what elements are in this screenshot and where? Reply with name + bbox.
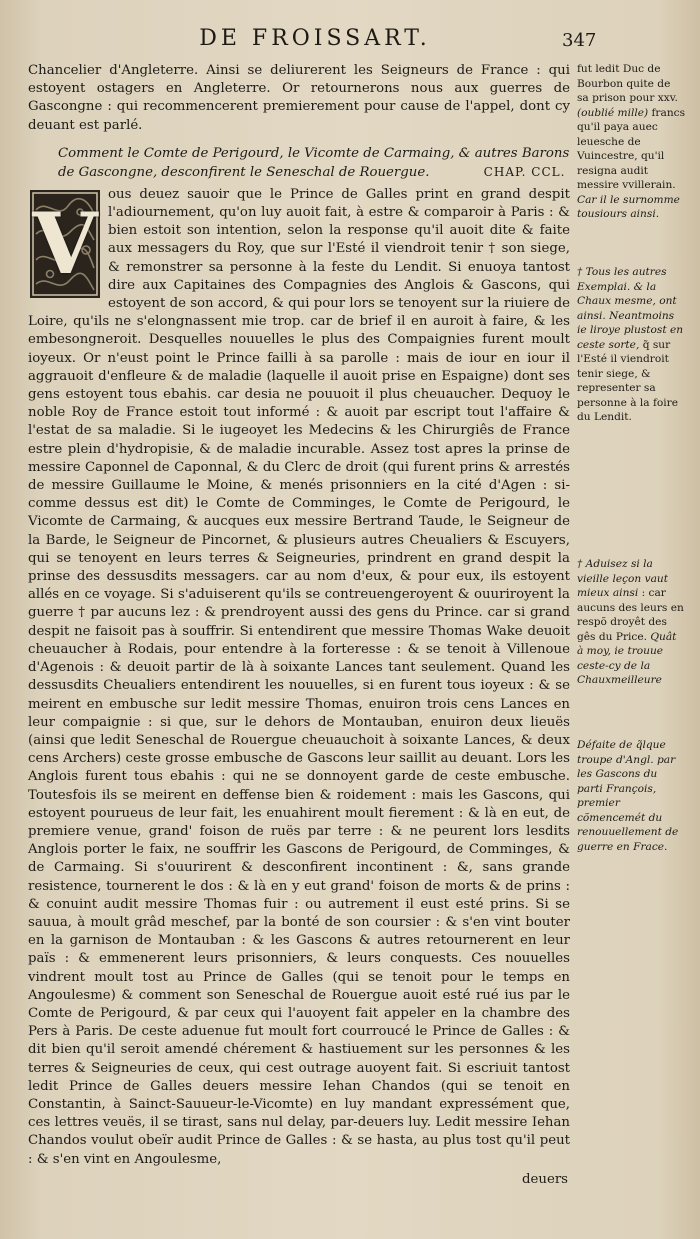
chapter-label: CHAP. CCL. [483, 164, 566, 179]
ornamental-dropcap [30, 190, 100, 298]
margin-note-lecon [577, 557, 685, 688]
chapter-heading [28, 145, 570, 182]
chapter-body-text: ous deuez sauoir que le Prince de Galles print en grand despit l'adiournement, qu'on luy auoit fait, à estre & comparoir à Paris : & bien estoit son intention, selon la response qu'il auoit dite & faite aux messagers du Roy, que sur l'Esté il viendroit tenir † son siege, & remonstrer sa personne à la feste du Lendit. Si enuoya tantost dire aux Capitaines des Compagnies des Anglois & Gascons, qui estoyent de son accord, & qui pour lors se tenoyent sur la riuiere de Loire, qu'ils ne s'elongnassent mie trop. car de brief il en auroit à faire, & les embesongneroit. Desquelles nouuelles le plus des Compaignies furent moult ioyeux. Or n'eust point le Prince failli à sa parolle : mais de iour en iour il aggrauoit d'enfleure & de maladie (laquelle il auoit prise en Espaigne) dont ses gens estoyent tous ebahis. car desia ne pouuoit il plus cheuaucher. Dequoy le noble Roy de France estoit tout informé : & auoit par escript tout l'affaire & l'estat de sa maladie. Si le iugeoyet les Medecins & les Chirurgiês de France estre plein d'hydropisie, & de maladie incurable. Assez tost apres la prinse de messire Caponnel de Caponnal, & du Clerc de droit (qui furent prins & arrestés de messire Guillaume le Moine, & menés prisonniers en la cité d'Agen : si-comme dessus est dit) le Comte de Comminges, le Comte de Perigourd, le Vicomte de Carmaing, & aucques eux messire Bertrand Taude, le Seigneur de la Barde, le Seigneur de Pincornet, & plusieurs autres Cheualiers & Escuyers, qui se tenoyent en leurs terres & Seigneuries, prindrent en grand despit la prinse des dessusdits messagers. car au nom d'eux, & pour eux, ils estoyent allés en ce voyage. Si s'aduiserent qu'ils se contreuengeroyent & ouuriroyent la guerre † par aucuns lez : & prendroyent aussi des gens du Prince. car si grand despit ne faisoit pas à souffrir. Si entendirent que messire Thomas Wake deuoit cheuaucher à Rodais, pour entendre à la forteresse : & se tenoit à Villenoue d'Agenois : & deuoit partir de là à soixante Lances tant seulement. Quand les dessusdits Cheualiers entendirent les nouuelles, si en furent tous ioyeux : & se meirent en embusche sur ledit messire Thomas, enuiron trois cens Lances en leur compaignie : si que, sur le dehors de Montauban, enuiron deux lieuës (ainsi que ledit Seneschal de Rouergue cheuauchoit à soixante Lances, & deux cens Archers) ceste grosse embusche de Gascons leur saillit au deuant. Lors les Anglois furent tous ebahis : qui ne se donnoyent garde de ceste embusche. Toutesfois ils se meirent en deffense bien & roidement : mais les Gascons, qui estoyent pourueus de leur fait, les enuahirent moult fierement : & là en eut, de premiere venue, grand' foison de ruës par terre : & ne peurent lors lesdits Anglois porter le faix, ne souffrir les Gascons de Perigourd, de Comminges, & de Carmaing. Si s'ouurirent & desconfirent incontinent : &, sans grande resistence, tournerent le dos : & là en y eut grand' foison de morts & de prins : & conuint audit messire Thomas fuir : ou autrement il eust esté prins. Si se sauua, à moult grâd meschef, par la bonté de son coursier : & s'en vint bouter en la garnison de Montauban : & les Gascons & autres retournerent en leur païs : & emmenerent leurs prisonniers, & leurs conquests. Ces nouuelles vindrent moult tost au Prince de Galles (qui se tenoit pour le temps en Angoulesme) & comment son Seneschal de Rouergue auoit esté rué ius par le Comte de Perigourd, & par ceux qui l'auoyent fait appeler en la chambre des Pers à Paris. De ceste aduenue fut moult fort courroucé le Prince de Galles : & dit bien qu'il seroit amendé chérement & hastiuement sur les personnes & les terres & Seigneuries de ceux, qui cest outrage auoyent fait. Si escriuit tantost ledit Prince de Galles deuers messire Iehan Chandos (qui se tenoit en Constantin, à Sainct-Sauueur-le-Vicomte) en luy mandant expressément que, ces lettres veuës, il se tirast, sans nul delay, par-deuers luy. Ledit messire Iehan Chandos voulut obeïr audit Prince de Galles : & se hasta, au plus tost qu'il peut : & s'en vint en Angoulesme, [28, 186, 570, 1167]
margin-note-text: fut ledit Duc de Bourbon quite de sa prison pour xxv. [577, 63, 678, 104]
chapter-body [28, 186, 570, 1169]
page-number: 347 [562, 30, 597, 51]
chapter-heading-text: Comment le Comte de Perigourd, le Vicomte de Carmaing, & autres Barons de Gascongne, desconfirent le Seneschal de Rouergue. [58, 145, 570, 180]
margin-note-text: q̃ sur l'Esté il viendroit tenir siege, & representer sa personne à la foire du Lendit. [577, 338, 678, 423]
dropcap-letter: V [32, 193, 98, 293]
margin-note-text: : car aucuns des leurs en respõ droyêt des gês du Price. [577, 587, 684, 643]
catchword: deuers [522, 1171, 568, 1187]
main-text-column [28, 62, 570, 1189]
margin-note-text: (oublié mille) [577, 106, 649, 119]
margin-note-bourbon [577, 62, 685, 222]
opening-paragraph: Chancelier d'Angleterre. Ainsi se deliurerent les Seigneurs de France : qui estoyent ostagers en Angleterre. Or retournerons nous aux guerres de Gascongne : qui recommencerent premierement pour cause de l'appel, dont cy deuant est parlé. [28, 63, 570, 133]
margin-note-text: Quât à moy, ie trouue ceste-cy de la Chauxmeilleure [577, 630, 677, 686]
margin-note-text: † Tous les autres Exemplai. & la Chaux mesme, ont ainsi. Neantmoins ie liroye plustost en ceste sorte, [577, 266, 684, 351]
margin-note-text: † Aduisez si la vieille leçon vaut mieux ainsi [577, 558, 668, 599]
margin-note-exemplaires [577, 265, 685, 425]
margin-note-text: Défaite de q̃lque troupe d'Angl. par les Gascons du parti François, premier cõmencemét du renouuellement de guerre en Frace. [577, 739, 679, 853]
running-title: DE FROISSART. [199, 26, 431, 51]
margin-note-text: francs qu'il paya auec leuesche de Vuincestre, qu'il resigna audit messire vvillerain. [577, 106, 686, 191]
margin-note-defaite [577, 738, 685, 854]
margin-note-text: Car il le surnomme tousiours ainsi. [577, 193, 680, 220]
